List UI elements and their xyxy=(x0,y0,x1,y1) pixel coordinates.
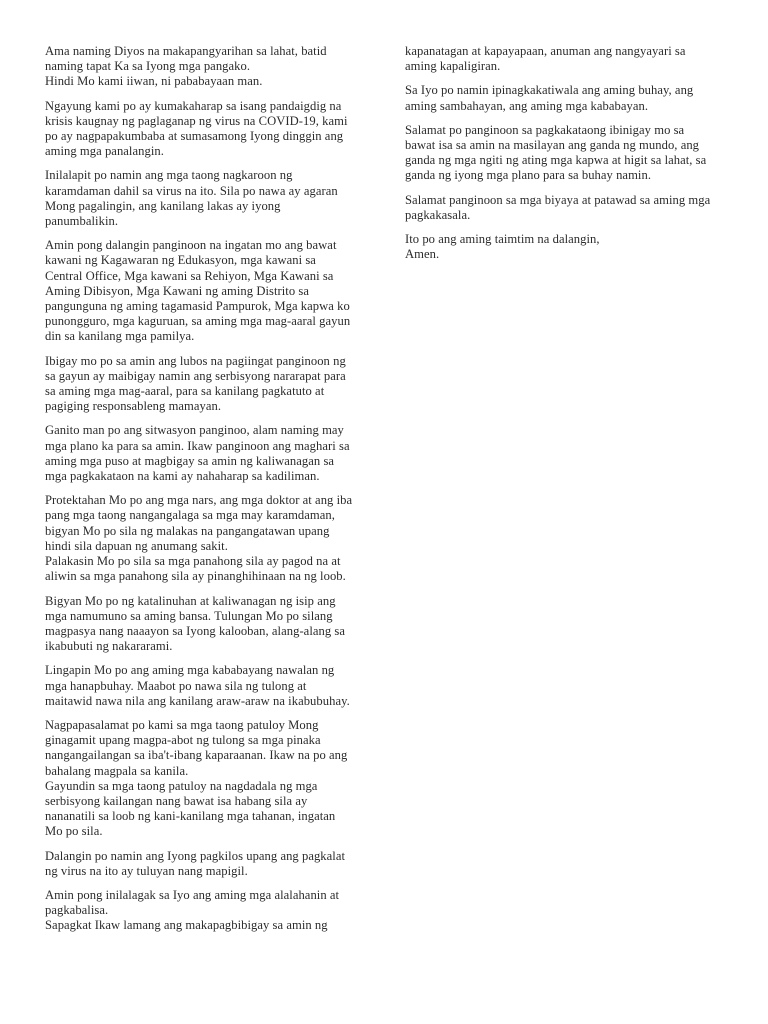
text-line: Ito po ang aming taimtim na dalangin, xyxy=(405,232,600,247)
text-line: mga namumuno sa aming bansa. Tulungan Mo po silang xyxy=(45,608,333,623)
text-line: pangunguna ng aming tagamasid Pampurok, Mga kapwa ko xyxy=(45,299,350,314)
text-line: kawani ng Kagawaran ng Edukasyon, mga kawani sa xyxy=(45,253,316,268)
text-line: mga hanapbuhay. Maabot po nawa sila ng tulong at xyxy=(45,678,307,693)
text-line: Ibigay mo po sa amin ang lubos na pagiingat panginoon ng xyxy=(45,353,346,368)
left-text-column xyxy=(45,44,375,943)
text-line: Mong pagalingin, ang kanilang lakas ay iyong xyxy=(45,198,281,213)
text-line: aming sambahayan, ang aming mga kababayan. xyxy=(405,98,649,113)
text-line: nangangailangan sa iba't-ibang kaparaanan. Ikaw na po ang xyxy=(45,748,348,763)
text-line: panumbalikin. xyxy=(45,214,119,229)
prayer-paragraph xyxy=(405,83,745,113)
prayer-paragraph xyxy=(45,99,375,160)
text-line: Amen. xyxy=(405,247,440,262)
prayer-paragraph xyxy=(45,168,375,229)
text-line: Lingapin Mo po ang aming mga kababayang nawalan ng xyxy=(45,663,335,678)
prayer-paragraph xyxy=(45,354,375,415)
text-line: ginagamit upang magpa-abot ng tulong sa mga pinaka xyxy=(45,733,321,748)
prayer-paragraph xyxy=(45,44,375,90)
text-line: aming mga panalangin. xyxy=(45,144,164,159)
prayer-paragraph xyxy=(45,663,375,709)
text-line: po ay nagpapakumbaba at sumasamong Iyong dinggin ang xyxy=(45,129,344,144)
text-line: Mo po sila. xyxy=(45,824,103,839)
text-line: pang mga taong nangangalaga sa mga may karamdaman, xyxy=(45,508,335,523)
text-line: ganda ng iyong mga plano para sa buhay namin. xyxy=(405,168,652,183)
text-line: Sa Iyo po namin ipinagkakatiwala ang aming buhay, ang xyxy=(405,83,694,98)
text-line: aming mga puso at magbigay sa amin ng kaliwanagan sa xyxy=(45,453,335,468)
prayer-paragraph xyxy=(45,594,375,655)
prayer-paragraph xyxy=(45,849,375,879)
text-line: Ganito man po ang sitwasyon panginoo, alam naming may xyxy=(45,423,344,438)
text-line: sa aming mga mag-aaral, para sa kanilang pagkatuto at xyxy=(45,384,325,399)
prayer-paragraph xyxy=(45,423,375,484)
text-line: Aming Dibisyon, Mga Kawani ng aming Distrito sa xyxy=(45,283,309,298)
text-line: bahalang magpala sa kanila. xyxy=(45,763,189,778)
text-line: Salamat po panginoon sa pagkakataong ibinigay mo sa xyxy=(405,122,685,137)
text-line: karamdaman dahil sa virus na ito. Sila po nawa ay agaran xyxy=(45,183,338,198)
text-line: pagkabalisa. xyxy=(45,903,109,918)
text-line: Dalangin po namin ang Iyong pagkilos upang ang pagkalat xyxy=(45,848,346,863)
text-line: pagkakasala. xyxy=(405,207,471,222)
text-line: Hindi Mo kami iiwan, ni pababayaan man. xyxy=(45,74,263,89)
text-line: naming tapat Ka sa Iyong mga pangako. xyxy=(45,59,251,74)
text-line: mga plano ka para sa amin. Ikaw panginoon ang maghari sa xyxy=(45,438,350,453)
text-line: bawat isa sa amin na masilayan ang ganda ng mundo, ang xyxy=(405,138,700,153)
text-line: Palakasin Mo po sila sa mga panahong sila ay pagod na at xyxy=(45,554,341,569)
text-line: sa gayun ay maibigay namin ang serbisyong nararapat para xyxy=(45,368,346,383)
text-line: serbisyong kailangan nang bawat isa habang sila ay xyxy=(45,793,308,808)
text-line: punongguro, mga kaguruan, sa aming mga mag-aaral gayun xyxy=(45,314,351,329)
text-line: pagiging responsableng mamayan. xyxy=(45,399,222,414)
text-line: hindi sila dapuan ng anumang sakit. xyxy=(45,538,228,553)
right-text-column xyxy=(405,44,745,271)
prayer-paragraph xyxy=(405,193,745,223)
prayer-paragraph xyxy=(405,123,745,184)
text-line: mga pagkakataon na kami ay nahaharap sa kadiliman. xyxy=(45,469,320,484)
text-line: Nagpapasalamat po kami sa mga taong patuloy Mong xyxy=(45,717,319,732)
text-line: Ngayung kami po ay kumakaharap sa isang pandaigdig na xyxy=(45,98,342,113)
text-line: Salamat panginoon sa mga biyaya at patawad sa aming mga xyxy=(405,192,711,207)
text-line: magpasya nang naaayon sa Iyong kalooban, alang-alang sa xyxy=(45,623,345,638)
text-line: bigyan Mo po sila ng malakas na pangangatawan upang xyxy=(45,523,330,538)
prayer-paragraph xyxy=(405,232,745,262)
text-line: Amin pong inilalagak sa Iyo ang aming mga alalahanin at xyxy=(45,887,340,902)
text-line: aliwin sa mga panahong sila ay pinanghihinaan na ng loob. xyxy=(45,569,346,584)
text-line: ikabubuti ng nakararami. xyxy=(45,639,173,654)
text-line: Amin pong dalangin panginoon na ingatan mo ang bawat xyxy=(45,238,337,253)
text-line: ganda ng mga ngiti ng ating mga kapwa at higit sa lahat, sa xyxy=(405,153,707,168)
text-line: aming kapaligiran. xyxy=(405,59,501,74)
text-line: Sapagkat Ikaw lamang ang makapagbibigay sa amin ng xyxy=(45,918,328,933)
text-line: Central Office, Mga kawani sa Rehiyon, Mga Kawani sa xyxy=(45,268,334,283)
text-line: ng virus na ito ay tuluyan nang mapigil. xyxy=(45,863,248,878)
text-line: Ama naming Diyos na makapangyarihan sa lahat, batid xyxy=(45,44,327,58)
text-line: Bigyan Mo po ng katalinuhan at kaliwanagan ng isip ang xyxy=(45,593,336,608)
text-line: din sa kanilang mga pamilya. xyxy=(45,329,195,344)
text-line: kapanatagan at kapayapaan, anuman ang nangyayari sa xyxy=(405,44,686,58)
text-line: krisis kaugnay ng paglaganap ng virus na COVID-19, kami xyxy=(45,113,348,128)
prayer-paragraph xyxy=(45,238,375,344)
text-line: Protektahan Mo po ang mga nars, ang mga doktor at ang iba xyxy=(45,493,353,508)
prayer-paragraph xyxy=(405,44,745,74)
prayer-paragraph xyxy=(45,718,375,840)
prayer-paragraph xyxy=(45,493,375,584)
text-line: maitawid nawa nila ang kanilang araw-araw na ikabubuhay. xyxy=(45,693,350,708)
text-line: Gayundin sa mga taong patuloy na nagdadala ng mga xyxy=(45,778,318,793)
text-line: nananatili sa loob ng kani-kanilang mga tahanan, ingatan xyxy=(45,809,336,824)
text-line: Inilalapit po namin ang mga taong nagkaroon ng xyxy=(45,168,293,183)
prayer-paragraph xyxy=(45,888,375,934)
